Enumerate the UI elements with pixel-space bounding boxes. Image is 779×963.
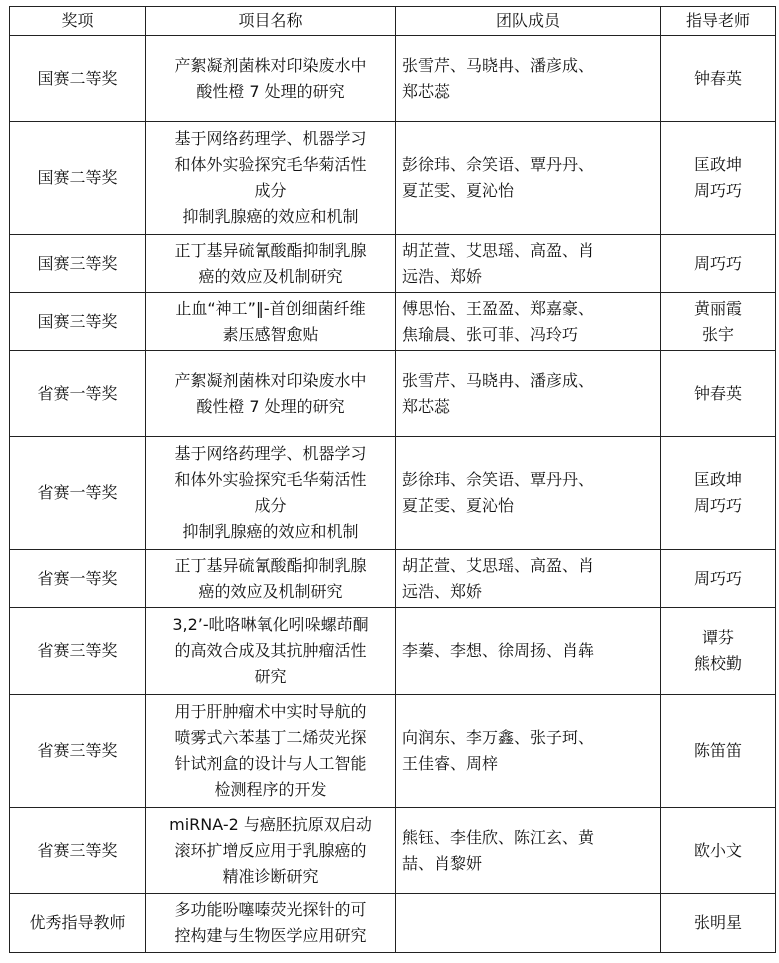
table-row: [10, 293, 776, 351]
table-row: [10, 351, 776, 437]
advisor-cell-line: 谭芬: [701, 628, 734, 647]
table-row: [10, 695, 776, 808]
advisor-cell-line: 欧小文: [693, 840, 742, 860]
project-name-cell: [146, 550, 396, 608]
table-row: [10, 122, 776, 235]
project-name-cell-line: 正丁基异硫氰酸酯抑制乳腺: [174, 240, 367, 260]
project-name-cell: [146, 808, 396, 894]
team-members-cell-line: 焦瑜晨、张可菲、冯玲巧: [402, 324, 579, 344]
advisor-cell-line: 张明星: [693, 913, 742, 932]
advisor-cell: [661, 235, 776, 293]
team-members-cell-line: 远浩、郑娇: [402, 581, 483, 601]
advisor-cell-line: 熊校勤: [693, 654, 742, 673]
advisor-cell-line: 周巧巧: [693, 496, 742, 515]
header-row: [10, 7, 776, 36]
advisor-cell: [661, 437, 776, 550]
project-name-cell-line: 止血“神工”‖-首创细菌纤维: [175, 298, 366, 318]
award-cell: 国赛二等奖: [10, 36, 146, 122]
team-members-cell: [396, 36, 661, 122]
award-cell: 国赛二等奖: [10, 122, 146, 235]
table-row: [10, 550, 776, 608]
award-cell: 省赛一等奖: [10, 437, 146, 550]
award-cell: 国赛三等奖: [10, 235, 146, 293]
award-cell: 省赛三等奖: [10, 808, 146, 894]
project-name-cell: [146, 437, 396, 550]
advisor-cell-line: 周巧巧: [693, 253, 742, 273]
project-name-cell: [146, 36, 396, 122]
table-body: [10, 36, 776, 953]
team-members-cell-line: 远浩、郑娇: [402, 266, 483, 286]
project-name-cell: [146, 608, 396, 695]
team-members-cell: [396, 293, 661, 351]
project-name-cell-line: 精准诊断研究: [222, 866, 319, 886]
team-members-cell: [396, 894, 661, 953]
project-name-cell: [146, 122, 396, 235]
team-members-cell-line: 彭徐玮、佘笑语、覃丹丹、: [402, 155, 595, 174]
advisor-cell-line: 钟春英: [693, 383, 742, 403]
advisor-cell: [661, 293, 776, 351]
header-project-name: 项目名称: [146, 7, 396, 36]
project-name-cell: [146, 351, 396, 437]
header-advisor: 指导老师: [661, 7, 776, 36]
table-row: [10, 235, 776, 293]
advisor-cell: [661, 351, 776, 437]
table-row: [10, 437, 776, 550]
project-name-cell-line: 用于肝肿瘤术中实时导航的: [174, 702, 367, 721]
project-name-cell-line: 控构建与生物医学应用研究: [174, 926, 367, 945]
advisor-cell: [661, 608, 776, 695]
advisor-cell-line: 陈笛笛: [693, 741, 742, 760]
advisor-cell: [661, 695, 776, 808]
team-members-cell-line: 夏芷雯、夏沁怡: [402, 496, 515, 515]
team-members-cell: [396, 351, 661, 437]
team-members-cell: [396, 608, 661, 695]
team-members-cell-line: 郑芯蕊: [402, 81, 451, 101]
project-name-cell-line: 研究: [254, 667, 287, 686]
team-members-cell-line: 彭徐玮、佘笑语、覃丹丹、: [402, 470, 595, 489]
advisor-cell-line: 周巧巧: [693, 181, 742, 200]
project-name-cell-line: 检测程序的开发: [214, 780, 327, 799]
project-name-cell-line: 3,2’-吡咯啉氧化吲哚螺茚酮: [172, 615, 369, 634]
project-name-cell-line: 多功能吩噻嗪荧光探针的可: [174, 900, 367, 919]
project-name-cell-line: miRNA-2 与癌胚抗原双启动: [169, 814, 372, 834]
team-members-cell-line: 李蓁、李想、徐周扬、肖犇: [402, 641, 595, 660]
advisor-cell-line: 周巧巧: [693, 568, 742, 588]
team-members-cell-line: 熊钰、李佳欣、陈江玄、黄: [402, 827, 595, 847]
advisor-cell-line: 钟春英: [693, 68, 742, 88]
project-name-cell-line: 产絮凝剂菌株对印染废水中: [174, 55, 367, 75]
team-members-cell-line: 张雪芹、马晓冉、潘彦成、: [402, 55, 595, 75]
project-name-cell: [146, 894, 396, 953]
advisor-cell-line: 匡政坤: [693, 470, 742, 489]
project-name-cell-line: 喷雾式六苯基丁二烯荧光探: [174, 728, 367, 747]
team-members-cell-line: 王佳睿、周梓: [402, 754, 499, 773]
award-cell: 省赛三等奖: [10, 695, 146, 808]
table-row: [10, 808, 776, 894]
table-row: [10, 608, 776, 695]
award-cell: 国赛三等奖: [10, 293, 146, 351]
table-row: [10, 36, 776, 122]
project-name-cell-line: 酸性橙 7 处理的研究: [196, 81, 345, 101]
advisor-cell-line: 匡政坤: [693, 155, 742, 174]
project-name-cell-line: 产絮凝剂菌株对印染废水中: [174, 370, 367, 390]
team-members-cell-line: 胡芷萱、艾思瑶、高盈、肖: [402, 555, 595, 575]
project-name-cell-line: 正丁基异硫氰酸酯抑制乳腺: [174, 555, 367, 575]
project-name-cell: [146, 235, 396, 293]
project-name-cell-line: 基于网络药理学、机器学习: [174, 444, 367, 463]
advisor-cell-line: 黄丽霞: [693, 298, 742, 318]
team-members-cell-line: 胡芷萱、艾思瑶、高盈、肖: [402, 240, 595, 260]
award-cell: 省赛一等奖: [10, 550, 146, 608]
project-name-cell-line: 抑制乳腺癌的效应和机制: [182, 207, 359, 226]
project-name-cell-line: 的高效合成及其抗肿瘤活性: [174, 641, 367, 660]
awards-table: [9, 6, 776, 953]
project-name-cell-line: 和体外实验探究毛华菊活性: [174, 155, 367, 174]
project-name-cell-line: 针试剂盒的设计与人工智能: [174, 754, 367, 773]
advisor-cell: [661, 122, 776, 235]
project-name-cell-line: 酸性橙 7 处理的研究: [196, 396, 345, 416]
project-name-cell-line: 抑制乳腺癌的效应和机制: [182, 522, 359, 541]
project-name-cell: [146, 293, 396, 351]
advisor-cell-line: 张宇: [701, 324, 734, 344]
team-members-cell-line: 郑芯蕊: [402, 396, 451, 416]
team-members-cell-line: 傅思怡、王盈盈、郑嘉豪、: [402, 298, 595, 318]
team-members-cell-line: 张雪芹、马晓冉、潘彦成、: [402, 370, 595, 390]
project-name-cell-line: 滚环扩增反应用于乳腺癌的: [174, 840, 367, 860]
award-cell: 省赛一等奖: [10, 351, 146, 437]
project-name-cell-line: 和体外实验探究毛华菊活性: [174, 470, 367, 489]
team-members-cell-line: 喆、肖黎妍: [402, 853, 483, 873]
header-award: 奖项: [10, 7, 146, 36]
advisor-cell: [661, 894, 776, 953]
table-header: [10, 7, 776, 36]
table-row: [10, 894, 776, 953]
team-members-cell-line: 向润东、李万鑫、张子珂、: [402, 728, 595, 747]
project-name-cell: [146, 695, 396, 808]
team-members-cell: [396, 235, 661, 293]
award-cell: 优秀指导教师: [10, 894, 146, 953]
project-name-cell-line: 成分: [254, 181, 287, 200]
advisor-cell: [661, 36, 776, 122]
project-name-cell-line: 成分: [254, 496, 287, 515]
team-members-cell-line: 夏芷雯、夏沁怡: [402, 181, 515, 200]
project-name-cell-line: 癌的效应及机制研究: [198, 266, 343, 286]
team-members-cell: [396, 122, 661, 235]
project-name-cell-line: 基于网络药理学、机器学习: [174, 129, 367, 148]
team-members-cell: [396, 808, 661, 894]
project-name-cell-line: 癌的效应及机制研究: [198, 581, 343, 601]
header-team-members: 团队成员: [396, 7, 661, 36]
project-name-cell-line: 素压感智愈贴: [222, 324, 319, 344]
advisor-cell: [661, 808, 776, 894]
team-members-cell: [396, 550, 661, 608]
team-members-cell: [396, 695, 661, 808]
team-members-cell: [396, 437, 661, 550]
advisor-cell: [661, 550, 776, 608]
award-cell: 省赛三等奖: [10, 608, 146, 695]
